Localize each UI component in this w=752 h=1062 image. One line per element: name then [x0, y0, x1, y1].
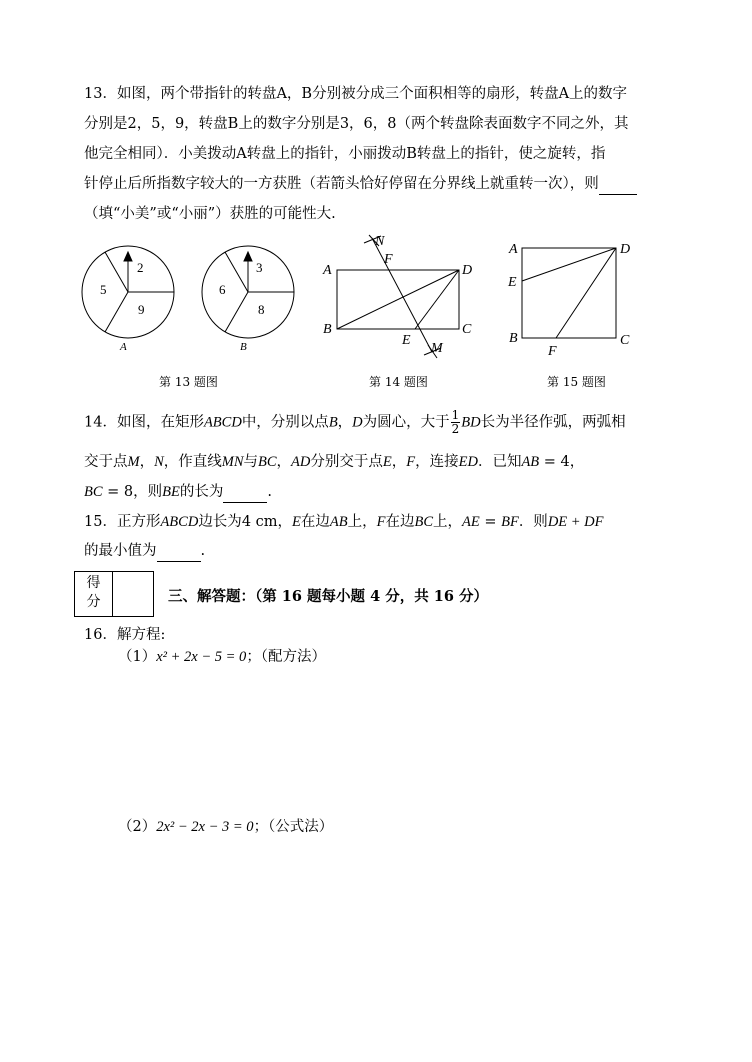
q15-line-2 — [84, 541, 205, 562]
fig15-label-c: C — [620, 333, 630, 348]
q14-abcd: ABCD — [203, 414, 242, 431]
score-label — [75, 574, 112, 612]
fig14-label-c: C — [462, 322, 472, 337]
q14-ed: ED — [458, 454, 478, 470]
q14-ad: AD — [291, 454, 311, 470]
score-box — [74, 571, 154, 617]
q13-line-4-text: 针停止后所指数字较大的一方获胜（若箭头恰好停留在分界线上就重转一次），则 — [84, 176, 599, 192]
q15-answer-blank — [157, 541, 201, 562]
q14-bc-value: = 8 — [102, 484, 134, 500]
spinner-a-number-9: 9 — [138, 302, 145, 317]
q15-text: 边长为 — [198, 514, 242, 530]
score-box-divider — [112, 572, 113, 616]
spinner-a-number-2: 2 — [137, 260, 144, 275]
q14-text: ， — [337, 414, 353, 431]
q14-text: 14．如图，在矩形 — [84, 414, 204, 431]
fig14-label-e: E — [402, 333, 411, 348]
q14-text: ， — [391, 454, 407, 470]
fig15-label-e: E — [508, 275, 517, 290]
q13-line-3: 他完全相同）．小美拨动A转盘上的指针，小丽拨动B转盘上的指针，使之旋转，指 — [84, 146, 606, 162]
q15-point-f: F — [376, 514, 386, 530]
q14-ab-value: = 4， — [539, 454, 585, 470]
q15-text: 的最小值为 — [84, 543, 157, 559]
q14-text: 与 — [243, 454, 259, 470]
q14-frac-den: 2 — [451, 422, 460, 436]
q15-text: . — [200, 543, 206, 559]
q15-text: 在边 — [300, 514, 330, 530]
section-title: 三、解答题：（第 16 题每小题 4 分，共 16 分） — [168, 588, 488, 605]
figure-15-caption: 第 15 题图 — [547, 375, 606, 389]
q15-text: 上， — [433, 514, 462, 530]
fig14-label-f: F — [384, 252, 393, 267]
q13-answer-blank — [599, 174, 637, 195]
figure-15 — [522, 248, 616, 338]
q15-abcd: ABCD — [160, 514, 199, 530]
q14-answer-blank — [223, 482, 267, 503]
spinner-a — [82, 246, 174, 338]
score-label-char-1: 得 — [86, 575, 101, 591]
q14-be: BE — [162, 484, 180, 500]
q15-de-plus-df: DE + DF — [547, 514, 604, 530]
fig15-label-a: A — [509, 242, 518, 257]
q14-fraction — [451, 409, 461, 436]
q14-line-1 — [84, 409, 626, 436]
fig14-label-m: M — [431, 341, 443, 356]
q14-point-b: B — [328, 414, 338, 431]
fig15-label-b: B — [509, 331, 518, 346]
q14-line-2 — [84, 452, 584, 472]
q13-line-4 — [84, 174, 637, 195]
spinner-a-number-5: 5 — [100, 282, 107, 297]
spinner-a-arrowhead — [124, 252, 132, 261]
q14-ab: AB — [521, 454, 540, 470]
q16-title: 16．解方程: — [84, 627, 166, 643]
q15-text: 上， — [347, 514, 377, 530]
q16-part-2-method: ；（公式法） — [253, 819, 334, 835]
q15-side-length: 4 cm — [241, 514, 278, 530]
q15-point-e: E — [292, 514, 301, 530]
q15-line-1 — [84, 512, 604, 532]
score-label-char-2: 分 — [86, 594, 101, 610]
q14-text: . — [267, 484, 272, 500]
q15-text: ， — [277, 514, 293, 530]
q14-text: ，作直线 — [163, 454, 222, 470]
q14-bd: BD — [461, 414, 481, 431]
q14-point-d: D — [352, 414, 363, 431]
q14-point-f: F — [406, 454, 416, 470]
fig15-label-f: F — [548, 344, 557, 359]
q15-ab: AB — [329, 514, 348, 530]
spinner-b-number-3: 3 — [256, 260, 263, 275]
spinner-b — [202, 246, 294, 338]
q14-text: 长为半径作弧，两弧相 — [480, 414, 626, 431]
q15-bf: BF — [501, 514, 519, 530]
figure-14-caption: 第 14 题图 — [369, 375, 428, 389]
spinner-b-arrowhead — [244, 252, 252, 261]
q14-text: ， — [139, 454, 155, 470]
q15-text: 15．正方形 — [84, 514, 161, 530]
q14-point-e: E — [382, 454, 392, 470]
q14-line-3 — [84, 482, 272, 503]
q15-bc: BC — [414, 514, 433, 530]
q14-text: ．已知 — [477, 454, 522, 470]
q16-part-1 — [118, 647, 326, 667]
q16-part-1-number: （1） — [118, 649, 157, 665]
q14-text: 交于点 — [84, 454, 128, 470]
figures-row — [0, 232, 752, 362]
q15-text: ．则 — [518, 514, 548, 530]
q16-part-2 — [118, 817, 333, 837]
q16-part-1-method: ；（配方法） — [246, 649, 327, 665]
fig14-label-a: A — [323, 263, 332, 278]
spinner-b-number-6: 6 — [219, 282, 226, 297]
fig15-label-d: D — [620, 242, 631, 257]
fig14-label-b: B — [323, 322, 332, 337]
fig14-label-n: N — [375, 234, 385, 249]
q13-line-5: （填“小美”或“小丽”）获胜的可能性大. — [84, 206, 336, 222]
q14-bc-2: BC — [84, 484, 103, 500]
q14-text: 的长为 — [179, 484, 224, 500]
q14-text: 为圆心，大于 — [362, 414, 450, 431]
q15-ae: AE — [462, 514, 480, 530]
q13-line-2: 分别是2，5，9，转盘B上的数字分别是3，6，8（两个转盘除表面数字不同之外，其 — [84, 116, 629, 132]
q14-mn: MN — [221, 454, 244, 470]
q13-line-1: 13．如图，两个带指针的转盘A，B分别被分成三个面积相等的扇形，转盘A上的数字 — [84, 86, 628, 102]
q14-text: 分别交于点 — [310, 454, 383, 470]
spinner-b-label: B — [240, 341, 247, 353]
q14-text: ，连接 — [415, 454, 459, 470]
q15-text: 在边 — [385, 514, 415, 530]
q14-point-n: N — [154, 454, 164, 470]
q14-text: ， — [276, 454, 292, 470]
q16-part-1-equation: x² + 2x − 5 = 0 — [156, 649, 247, 665]
q14-text: 中，分别以点 — [241, 414, 329, 431]
q15-text: = — [479, 514, 502, 530]
figure-13-caption: 第 13 题图 — [159, 375, 218, 389]
q14-bc: BC — [258, 454, 277, 470]
fig14-label-d: D — [462, 263, 473, 278]
q14-frac-num: 1 — [451, 408, 460, 422]
spinner-b-number-8: 8 — [258, 302, 265, 317]
q14-point-m: M — [127, 454, 140, 470]
q16-part-2-equation: 2x² − 2x − 3 = 0 — [156, 819, 254, 835]
q14-text: ，则 — [133, 484, 163, 500]
spinner-a-label: A — [120, 341, 127, 353]
q16-part-2-number: （2） — [118, 819, 157, 835]
figure-14 — [337, 235, 459, 358]
